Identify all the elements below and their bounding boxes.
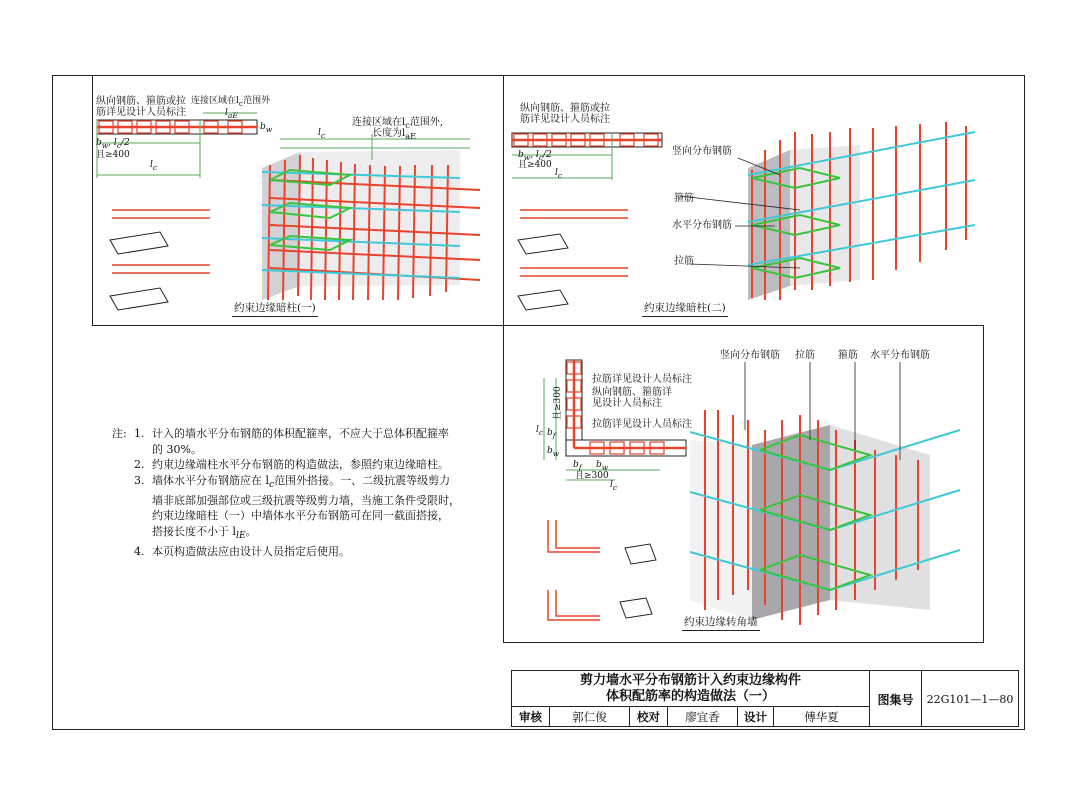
- title-line-2: 体积配筋率的构造做法（一）: [605, 689, 775, 704]
- note-3-line-4: 搭接长度不小于 $l_{lE}$。: [152, 524, 257, 541]
- note-number: 2.: [134, 458, 145, 472]
- panel1-3d-wall: [262, 134, 480, 300]
- review-label: 审核: [512, 707, 550, 727]
- p3-dim-lc-v: $l_c$: [536, 425, 544, 437]
- p1-label-lap-zone-2: 连接区域在$l_c$范围外,: [352, 117, 444, 130]
- p3-label-tie-note-2: 拉筋详见设计人员标注: [592, 419, 692, 430]
- p1-caption: 约束边缘暗柱(一): [232, 300, 318, 317]
- p3-label-vertical: 竖向分布钢筋: [720, 350, 780, 361]
- p2-dim-min400: 且≥400: [518, 160, 552, 170]
- check-label: 校对: [630, 707, 668, 727]
- p3-dim-bw-v: $b_w$: [547, 446, 560, 458]
- design-label: 设计: [738, 707, 774, 727]
- note-number: 1.: [134, 427, 145, 440]
- note-3: [112, 473, 502, 544]
- panel-corner-wall: [503, 325, 984, 643]
- p3-dim-bw-h: $b_w$: [596, 460, 609, 472]
- note-1: [112, 426, 502, 457]
- title-block-title: [512, 671, 870, 707]
- p2-label-horizontal: 水平分布钢筋: [672, 220, 732, 231]
- design-name: 傅华夏: [774, 707, 870, 727]
- note-3-line-3: 约束边缘暗柱（一）中墙体水平分布钢筋可在同一截面搭接，: [152, 509, 449, 523]
- note-number: 3.: [134, 473, 145, 487]
- p3-dim-bf-h: $b_f$: [573, 460, 582, 472]
- p3-label-tie: 拉筋: [795, 350, 815, 361]
- p1-label-lap-zone: 连接区域在$l_c$范围外: [191, 96, 271, 108]
- p2-label-stirrup: 箍筋: [674, 193, 694, 204]
- note-2: [112, 457, 502, 473]
- p1-dim-lae: $l_{aE}$: [225, 108, 238, 120]
- p2-label-long-rebar: 纵向钢筋、箍筋或拉: [520, 103, 610, 114]
- p2-caption: 约束边缘暗柱(二): [642, 300, 728, 317]
- p1-label-long-rebar: 纵向钢筋、箍筋或拉: [96, 96, 186, 107]
- title-block: [511, 670, 1019, 727]
- notes-head: 注:: [112, 427, 127, 440]
- p3-label-long-note-1: 纵向钢筋、箍筋详: [592, 387, 672, 398]
- check-name: 廖宜香: [668, 707, 738, 727]
- p2-dim-bw: $b_w$, $l_c/2$: [518, 150, 552, 162]
- note-3-line-2: 墙非底部加强部位或三级抗震等级剪力墙，当施工条件受限时，: [152, 493, 460, 507]
- p2-label-vertical: 竖向分布钢筋: [672, 146, 732, 157]
- title-line-1: 剪力墙水平分布钢筋计入约束边缘构件: [579, 673, 801, 688]
- p3-label-stirrup: 箍筋: [838, 350, 858, 361]
- p3-label-horizontal: 水平分布钢筋: [870, 350, 930, 361]
- p3-dim-bf-v: $b_f$: [547, 428, 556, 440]
- note-4: [112, 544, 502, 560]
- p3-caption: 约束边缘转角墙: [682, 614, 760, 631]
- p3-dim-lc-h: $l_c$: [610, 480, 618, 492]
- p2-dim-lc: $l_c$: [555, 168, 563, 180]
- p3-dim-min300-h: 且≥300: [575, 471, 609, 481]
- note-1-line-1: 计入的墙水平分布钢筋的体积配箍率，不应大于总体积配箍率: [152, 427, 449, 440]
- note-1-line-2: 的 30%。: [152, 442, 202, 456]
- p1-dim-lc: $l_c$: [150, 160, 158, 172]
- note-number: 4.: [134, 544, 145, 558]
- review-name: 郭仁俊: [550, 707, 630, 727]
- p2-label-tie: 拉筋: [674, 256, 694, 267]
- p1-dim-min400: 且≥400: [96, 150, 130, 160]
- panel1-tie-details: [110, 210, 210, 310]
- note-3-line-1: 墙体水平分布钢筋应在 $l_c$范围外搭接。一、二级抗震等级剪力: [152, 473, 451, 490]
- p3-dim-min300-v: 且≥300: [553, 386, 563, 420]
- note-4-line-1: 本页构造做法应由设计人员指定后使用。: [152, 544, 350, 558]
- p1-dim-bw-right: $b_w$: [260, 122, 273, 134]
- p1-label-long-rebar-2: 筋详见设计人员标注: [96, 107, 186, 118]
- p1-dim-bw: $b_w$, $l_c/2$: [96, 138, 130, 150]
- p3-label-tie-note: 拉筋详见设计人员标注: [592, 374, 692, 385]
- p2-label-long-rebar-2: 筋详见设计人员标注: [520, 114, 610, 125]
- p1-dim-lc-top: $l_c$: [318, 128, 326, 140]
- atlas-number: 22G101—1—80: [926, 692, 1014, 706]
- notes-block: [112, 426, 502, 559]
- p3-label-long-note-2: 见设计人员标注: [592, 398, 662, 409]
- note-2-line-1: 约束边缘端柱水平分布钢筋的构造做法，参照约束边缘暗柱。: [152, 458, 449, 472]
- p1-label-lap-length: 长度为$l_{aE}$: [372, 128, 417, 141]
- atlas-label: 图集号: [870, 671, 922, 727]
